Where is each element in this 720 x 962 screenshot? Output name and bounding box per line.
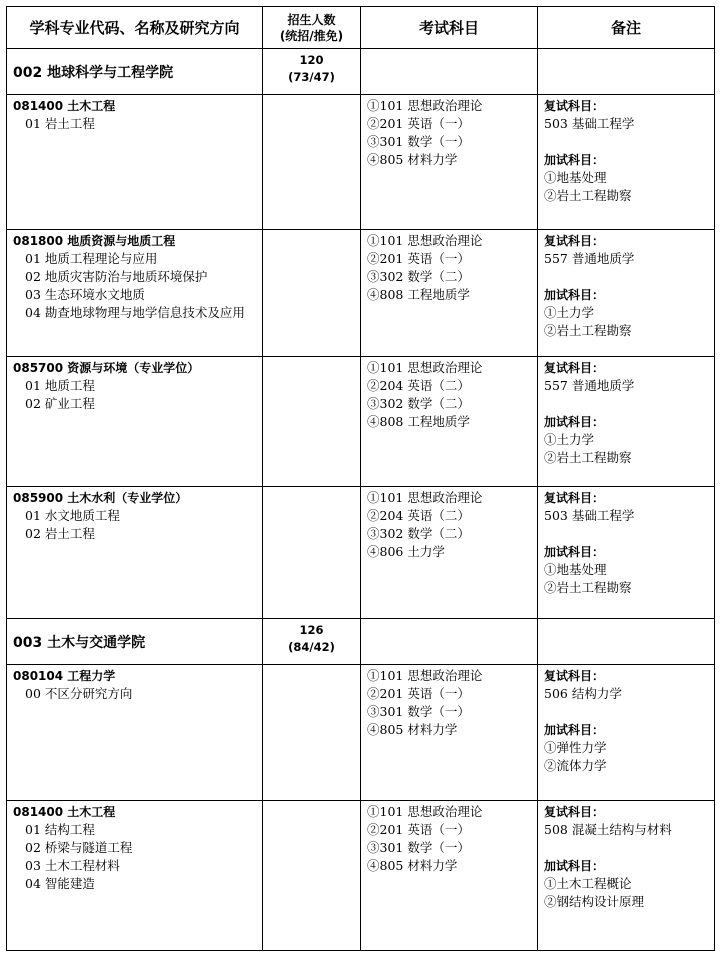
extra-subject: ②岩土工程勘察 [544,450,632,465]
exam-subject: ②204 英语（二） [367,508,470,523]
notes-cell [538,801,715,951]
college-enrollment-total: 126 [299,623,324,637]
notes-spacer [544,268,710,286]
major-code: 081800 地质资源与地质工程 [13,234,176,248]
header-enrollment-title: 招生人数 [287,12,336,27]
exam-subject: ①101 思想政治理论 [367,668,483,683]
major-enrollment [263,487,361,619]
research-direction: 02 岩土工程 [25,526,95,541]
extra-label: 加试科目： [544,415,605,429]
retest-subject: 506 结构力学 [544,686,622,701]
exam-subject: ①101 思想政治理论 [367,98,483,113]
header-exams: 考试科目 [361,7,538,49]
college-enrollment-total: 120 [299,53,324,67]
research-direction: 04 勘查地球物理与地学信息技术及应用 [25,305,245,320]
notes-spacer [544,395,710,413]
research-direction: 01 地质工程 [25,378,95,393]
extra-label: 加试科目： [544,859,605,873]
notes-spacer [544,133,710,151]
retest-label: 复试科目： [544,669,605,683]
exam-subject: ④805 材料力学 [367,722,458,737]
extra-subject: ②钢结构设计原理 [544,894,645,909]
exam-subjects [361,357,538,487]
exam-subject: ①101 思想政治理论 [367,233,483,248]
exam-subject: ②201 英语（一） [367,116,470,131]
notes-spacer [544,703,710,721]
college-row [7,619,715,665]
major-cell [7,801,263,951]
exam-subject: ④805 材料力学 [367,152,458,167]
college-exams-empty [361,619,538,665]
exam-subject: ②204 英语（二） [367,378,470,393]
extra-subject: ①土木工程概论 [544,876,632,891]
research-direction: 02 桥梁与隧道工程 [25,840,133,855]
major-row [7,487,715,619]
exam-subject: ③301 数学（一） [367,704,470,719]
retest-subject: 503 基础工程学 [544,116,635,131]
notes-spacer [544,839,710,857]
header-notes: 备注 [538,7,715,49]
research-direction: 02 矿业工程 [25,396,95,411]
exam-subjects [361,665,538,801]
exam-subject: ③302 数学（二） [367,269,470,284]
notes-cell [538,357,715,487]
college-enrollment [263,619,361,665]
extra-subject: ②岩土工程勘察 [544,580,632,595]
major-cell [7,665,263,801]
major-code: 081400 土木工程 [13,99,116,113]
retest-label: 复试科目： [544,234,605,248]
exam-subjects [361,230,538,357]
research-direction: 03 生态环境水文地质 [25,287,145,302]
research-direction: 00 不区分研究方向 [25,686,133,701]
exam-subject: ④808 工程地质学 [367,287,470,302]
exam-subject: ③302 数学（二） [367,526,470,541]
retest-label: 复试科目： [544,491,605,505]
extra-subject: ②岩土工程勘察 [544,323,632,338]
major-row [7,801,715,951]
major-cell [7,487,263,619]
extra-label: 加试科目： [544,153,605,167]
retest-subject: 503 基础工程学 [544,508,635,523]
notes-cell [538,230,715,357]
retest-label: 复试科目： [544,99,605,113]
extra-subject: ②岩土工程勘察 [544,188,632,203]
college-name: 003 土木与交通学院 [7,619,263,665]
major-cell [7,95,263,230]
college-enrollment-split: (73/47) [288,70,335,84]
exam-subject: ②201 英语（一） [367,822,470,837]
notes-cell [538,665,715,801]
extra-subject: ①土力学 [544,432,595,447]
notes-cell [538,95,715,230]
exam-subject: ②201 英语（一） [367,686,470,701]
college-notes-empty [538,619,715,665]
major-row [7,230,715,357]
research-direction: 03 土木工程材料 [25,858,120,873]
exam-subjects [361,95,538,230]
college-notes-empty [538,49,715,95]
exam-subject: ③301 数学（一） [367,840,470,855]
exam-subjects [361,801,538,951]
research-direction: 01 岩土工程 [25,116,95,131]
major-row [7,95,715,230]
college-exams-empty [361,49,538,95]
major-cell [7,357,263,487]
exam-subject: ①101 思想政治理论 [367,360,483,375]
retest-label: 复试科目： [544,805,605,819]
retest-label: 复试科目： [544,361,605,375]
research-direction: 04 智能建造 [25,876,95,891]
notes-spacer [544,525,710,543]
major-code: 085900 土木水利（专业学位） [13,491,188,505]
extra-subject: ①弹性力学 [544,740,607,755]
header-discipline: 学科专业代码、名称及研究方向 [7,7,263,49]
extra-subject: ①地基处理 [544,562,607,577]
major-row [7,665,715,801]
retest-subject: 508 混凝土结构与材料 [544,822,672,837]
exam-subject: ④806 土力学 [367,544,445,559]
extra-subject: ①土力学 [544,305,595,320]
header-row [7,7,715,49]
research-direction: 01 水文地质工程 [25,508,120,523]
major-enrollment [263,230,361,357]
exam-subjects [361,487,538,619]
extra-label: 加试科目： [544,288,605,302]
college-enrollment [263,49,361,95]
admissions-table [6,6,715,951]
retest-subject: 557 普通地质学 [544,378,635,393]
major-enrollment [263,357,361,487]
header-enrollment [263,7,361,49]
exam-subject: ③301 数学（一） [367,134,470,149]
major-code: 081400 土木工程 [13,805,116,819]
college-row [7,49,715,95]
college-enrollment-split: (84/42) [288,640,335,654]
retest-subject: 557 普通地质学 [544,251,635,266]
notes-cell [538,487,715,619]
research-direction: 01 结构工程 [25,822,95,837]
major-cell [7,230,263,357]
exam-subject: ④808 工程地质学 [367,414,470,429]
exam-subject: ③302 数学（二） [367,396,470,411]
major-code: 085700 资源与环境（专业学位） [13,361,200,375]
extra-label: 加试科目： [544,723,605,737]
exam-subject: ①101 思想政治理论 [367,490,483,505]
major-code: 080104 工程力学 [13,669,116,683]
extra-subject: ②流体力学 [544,758,607,773]
exam-subject: ④805 材料力学 [367,858,458,873]
exam-subject: ①101 思想政治理论 [367,804,483,819]
major-enrollment [263,95,361,230]
admissions-table-sheet [6,6,714,951]
major-enrollment [263,665,361,801]
header-enrollment-split: (统招/推免) [279,28,344,43]
major-enrollment [263,801,361,951]
extra-subject: ①地基处理 [544,170,607,185]
exam-subject: ②201 英语（一） [367,251,470,266]
extra-label: 加试科目： [544,545,605,559]
major-row [7,357,715,487]
research-direction: 02 地质灾害防治与地质环境保护 [25,269,208,284]
research-direction: 01 地质工程理论与应用 [25,251,158,266]
table-body [7,49,715,951]
college-name: 002 地球科学与工程学院 [7,49,263,95]
